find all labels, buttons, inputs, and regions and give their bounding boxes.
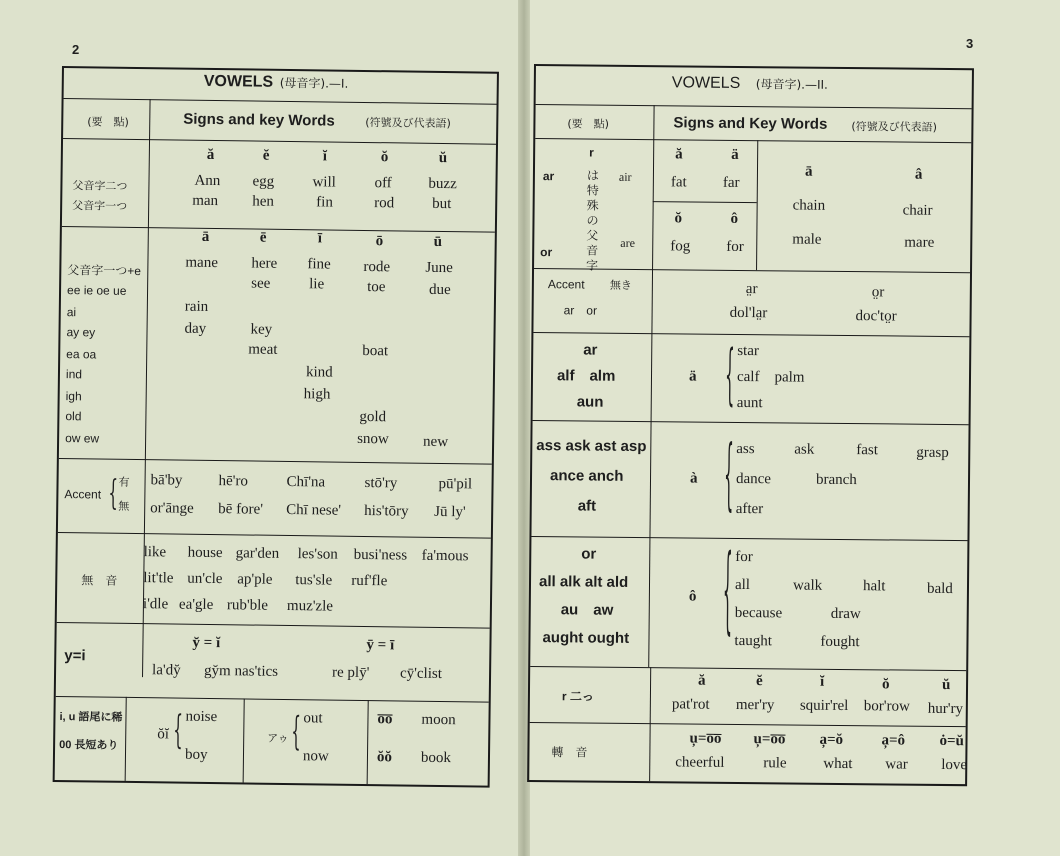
divider [533,332,969,337]
or-all-sign: ô [688,588,697,605]
transfer-eq: u̦=o̅o̅ [689,730,722,747]
transfer-eq: ȯ=ŭ [939,732,964,750]
ass-word: branch [815,471,857,489]
left-page-number: 2 [72,42,80,57]
r-double-label: r 二っ [561,689,595,704]
accent-label: Accent [547,277,585,292]
long-sign: ū [433,233,443,250]
transfer-word: rule [763,755,787,772]
or-all-label: or [581,545,597,563]
long-word: key [250,321,273,338]
accent-word: Chī'na [286,473,326,491]
oi-word: noise [185,708,218,726]
oo-long-word: moon [421,711,456,729]
short-sign: ŏ [380,149,389,166]
sign-or-dots: o̤r [871,284,885,301]
long-word: rode [363,258,391,276]
accent-word: Jū ly' [434,503,466,521]
column-divider [243,698,245,782]
are-label: are [620,235,636,250]
word-for: for [726,238,744,256]
or-all-word: halt [862,578,886,595]
oi-sign: ŏĭ [157,726,170,743]
diph-label-2: 00 長短あり [59,739,119,752]
ass-word: ask [794,441,815,458]
short-sign: ĭ [322,148,328,165]
accent-word: hē'ro [218,473,249,490]
long-word: June [425,259,453,277]
ass-label: ass ask ast asp [536,437,647,456]
silent-word: lit'tle [143,570,174,587]
sign-o-short: ŏ [674,210,683,227]
right-title: VOWELS [671,74,741,92]
ar-alf-sign: ä [688,368,697,385]
sign-o-circ: ô [730,210,739,227]
long-word: kind [305,364,333,381]
r-label: r [589,145,594,160]
brace-icon: { [173,706,184,754]
silent-word: muz'zle [286,597,334,615]
column-divider [125,697,127,781]
long-word: boat [362,342,389,360]
long-label: old [65,409,82,424]
long-word: day [184,320,207,337]
silent-word: les'son [297,546,338,563]
word-chain: chain [792,197,826,214]
short-word: fin [316,194,334,211]
long-sign: ē [259,229,267,246]
sign-a-long: ā [804,163,813,180]
sign-a-dots: ä [731,146,739,163]
r-double-word: bor'row [863,698,910,715]
divider [63,138,496,145]
accent-word: or'ānge [150,500,194,517]
r-double-word: pat'rot [671,696,710,713]
ass-word: fast [856,442,879,459]
transfer-word: war [885,756,908,773]
r-double-word: mer'ry [735,696,775,714]
column-divider [367,700,369,784]
transfer-word: cheerful [675,754,725,771]
y-word: la'dy̆ [151,662,181,679]
long-label: ea oa [66,347,97,362]
silent-word: fa'mous [421,547,469,565]
ass-sign: à [689,470,698,487]
left-title-sub: (母音字).—I. [279,75,349,91]
or-all-word: taught [734,632,773,650]
long-word: gold [359,408,387,426]
or-label: or [540,245,553,260]
long-label: igh [65,389,82,404]
r-double-word: hur'ry [927,700,964,718]
divider [653,201,757,203]
au-sign: アゥ [267,731,289,746]
accent-none: 無 [118,499,130,513]
ar-alf-word: calf palm [736,368,805,386]
special-consonant-note: は特殊の父音字 [585,168,599,273]
short-word: Ann [194,172,221,190]
short-word: egg [252,173,275,190]
long-label: 父音字一つ+e [67,263,142,279]
left-table [53,66,499,788]
long-word: rain [184,298,209,315]
ar-alf-label: aun [576,393,604,411]
ass-label: ance anch [549,467,624,485]
sign-a-short: ă [675,146,683,163]
silent-word: busi'ness [353,546,408,564]
accent-label: Accent [64,487,102,502]
ar-alf-word: aunt [736,394,763,412]
short-sign: ĕ [262,147,270,164]
ar-alf-label: alf alm [556,367,616,385]
oo-short-sign: ŏŏ [376,749,393,766]
divider [535,138,971,143]
long-word: mane [185,254,219,272]
divider [536,104,972,109]
long-word: meat [248,341,278,358]
column-divider [142,99,151,677]
long-sign: ā [201,228,210,245]
divider [533,420,969,425]
brace-icon: { [108,472,119,514]
divider [56,696,489,703]
silent-word: rub'ble [226,597,269,614]
long-word: due [428,281,451,299]
r-double-sign: ĭ [820,673,825,690]
au-word: now [302,748,329,765]
accent-word: his'tōry [364,502,409,520]
y-word: gy̆m nas'tics [203,662,279,680]
word-far: far [722,174,740,191]
left-header-left: (要 點) [87,115,129,129]
long-word: lie [309,276,325,293]
long-word: fine [307,256,331,273]
short-label-1: 父音字二つ [72,179,128,193]
right-table [527,64,974,786]
long-label: ow ew [65,431,100,446]
word-fog: fog [670,238,691,255]
ass-label: aft [577,497,597,515]
accent-none-label: 無き [609,278,632,292]
long-label: ee ie oe ue [66,283,127,298]
y-row-label: y=i [64,647,86,665]
y-word: re plȳ' [331,664,370,682]
accent-word: bā'by [150,472,183,489]
short-word: buzz [428,175,457,193]
right-header-main: Signs and Key Words [673,114,828,133]
or-all-word: all [734,576,751,594]
transfer-word: what [823,755,853,773]
transfer-eq: a̦=ô [881,732,906,749]
ar-label: ar [542,169,555,184]
short-word: man [192,192,219,210]
transfer-word: love [941,756,968,774]
accent-word: stō'ry [364,474,398,492]
oo-long-sign: o̅o̅ [377,711,393,728]
long-word: snow [357,430,389,448]
short-word: will [312,174,336,191]
sign-a-circ: â [914,166,923,183]
brace-icon: { [723,427,735,522]
brace-icon: { [722,533,734,647]
ass-word: dance [735,470,772,488]
short-word: off [374,175,392,192]
transfer-label: 轉 音 [551,745,588,760]
short-word: hen [252,193,275,210]
brace-icon: { [291,707,302,755]
divider [62,226,495,233]
or-all-label: aught ought [542,629,630,647]
ass-word: grasp [916,444,949,461]
right-title-sub: (母音字).—II. [755,77,828,92]
air-label: air [618,169,632,184]
au-word: out [303,710,323,727]
short-sign: ŭ [438,149,448,167]
ar-alf-word: star [737,342,760,360]
silent-word: un'cle [187,570,223,588]
or-all-word: fought [820,633,860,651]
ar-or-label: ar or [563,303,598,318]
accent-word: bē fore' [218,501,264,518]
long-sign: ī [317,230,323,247]
right-header-sub: (符號及び代表語) [851,120,938,134]
long-word: high [303,386,331,403]
or-all-word: draw [830,605,861,623]
word-dollar: dol'la̤r [729,304,768,322]
short-word: but [432,195,452,213]
long-word: toe [367,279,386,296]
or-all-word: walk [792,577,823,594]
short-word: rod [374,195,395,212]
short-sign: ă [206,146,215,164]
r-double-sign: ĕ [756,673,763,690]
silent-word: like [143,544,167,561]
brace-icon: { [724,335,735,415]
divider [531,536,967,541]
right-page-number: 3 [966,36,974,51]
y-equation: y̆ = ĭ [192,634,221,652]
or-all-word: because [734,604,783,622]
left-title: VOWELS [203,72,274,91]
y-equation: ȳ = ī [366,637,395,654]
long-label: ay ey [66,325,96,340]
r-double-sign: ŭ [941,676,951,694]
silent-word: tus'sle [295,572,333,589]
transfer-eq: a̦=ŏ [819,731,844,748]
accent-word: pū'pil [438,475,473,493]
diph-label-1: i, u 語尾に稀 [59,711,123,724]
word-fat: fat [670,174,687,191]
word-male: male [792,231,822,248]
or-all-label: au aw [560,601,614,619]
column-divider [648,105,654,667]
transfer-eq: u̦=o̅o̅ [753,731,786,748]
long-word: here [251,255,278,272]
left-header-main: Signs and key Words [183,110,335,130]
word-mare: mare [904,234,935,251]
oo-short-word: book [420,749,452,767]
or-all-word: bald [926,580,953,598]
accent-word: Chī nese' [286,501,342,519]
accent-has: 有 [118,475,130,489]
sign-ar-dots: a̤r [745,281,758,298]
or-all-label: all alk alt ald [538,573,629,591]
silent-word: ap'ple [237,571,273,588]
column-divider [756,140,758,270]
divider [64,98,497,105]
divider [58,532,491,539]
silent-word: house [187,544,223,562]
divider [530,666,966,671]
silent-word: ruf'fle [351,572,388,590]
ar-alf-label: ar [583,341,598,359]
long-sign: ō [375,233,384,250]
silent-word: i'dle [142,596,169,613]
long-word: new [423,433,449,451]
or-all-word: for [735,548,753,566]
oi-word: boy [184,746,208,763]
silent-label: 無 音 [81,573,118,588]
long-label: ind [65,367,83,382]
word-doctor: doc'to̤r [855,308,897,325]
silent-word: gar'den [235,545,280,562]
divider [59,458,492,465]
right-header-left: (要 點) [567,117,610,131]
r-double-word: squir'rel [799,697,849,715]
short-label-2: 父音字一つ [72,199,128,213]
r-double-sign: ŏ [881,676,890,693]
long-label: ai [66,305,77,320]
word-chair: chair [902,202,933,219]
r-double-sign: ă [698,672,706,689]
divider [57,622,490,629]
silent-word: ea'gle [178,596,214,614]
ass-word: after [735,500,764,518]
left-header-sub: (符號及び代表語) [365,115,451,131]
divider [530,722,966,727]
long-word: see [251,275,271,292]
y-word: cȳ'clist [399,665,443,683]
ass-word: ass [736,440,755,458]
